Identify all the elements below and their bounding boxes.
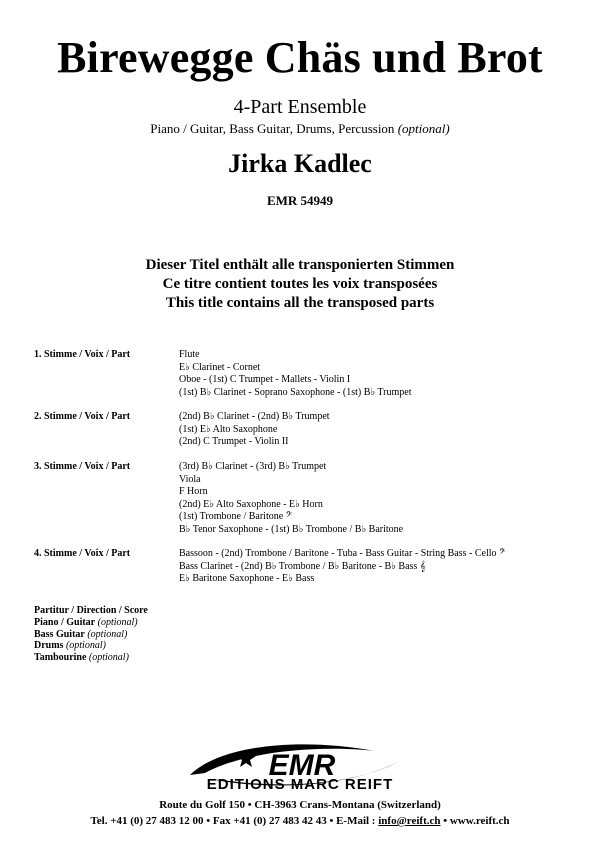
instrument-line: (3rd) B♭ Clarinet - (3rd) B♭ Trumpet (179, 461, 327, 472)
part-4-instruments (179, 548, 505, 586)
instrument-line: Bass Clarinet - (2nd) B♭ Trombone / B♭ Baritone - B♭ Bass 𝄞 (179, 560, 426, 572)
extra-part-name: Piano / Guitar (34, 616, 96, 628)
extra-part-note: (optional) (65, 640, 106, 652)
composer-name: Jirka Kadlec (228, 149, 372, 178)
instrumentation-line (0, 121, 600, 137)
extra-part-note: (optional) (97, 616, 138, 628)
catalog-number: EMR 54949 (266, 193, 334, 208)
part-3-label: 3. Stimme / Voix / Part (34, 461, 131, 472)
extra-part (34, 629, 148, 641)
extra-part-name: Partitur / Direction / Score (34, 605, 148, 616)
instrument-line: (1st) Trombone / Baritone 𝄢 (179, 511, 293, 523)
part-3-instruments (179, 461, 403, 537)
extra-part (34, 640, 148, 652)
instrument-line: Oboe - (1st) C Trumpet - Mallets - Violin I (179, 374, 351, 386)
part-4-label: 4. Stimme / Voix / Part (34, 548, 131, 559)
email-link[interactable]: info@reift.ch (378, 815, 441, 827)
notice-line-de: Dieser Titel enthält alle transponierten Stimmen (145, 257, 455, 273)
part-2-label: 2. Stimme / Voix / Part (34, 411, 131, 422)
instrument-line: B♭ Tenor Saxophone - (1st) B♭ Trombone / B♭ Baritone (179, 523, 404, 535)
instrument-line: (1st) B♭ Clarinet - Soprano Saxophone - (1st) B♭ Trumpet (179, 386, 412, 398)
notice-line-en: This title contains all the transposed parts (165, 295, 435, 311)
additional-parts-list (34, 605, 148, 664)
extra-part (34, 652, 148, 664)
instrument-line: (2nd) B♭ Clarinet - (2nd) B♭ Trumpet (179, 411, 330, 422)
instrument-line: Bassoon - (2nd) Trombone / Baritone - Tuba - Bass Guitar - String Bass - Cello 𝄢 (179, 548, 506, 559)
part-1-label: 1. Stimme / Voix / Part (34, 349, 131, 360)
extra-part-name: Drums (34, 640, 64, 652)
extra-part (34, 605, 148, 617)
transposed-parts-notice (0, 256, 600, 313)
notice-line-fr: Ce titre contient toutes les voix transposées (162, 276, 438, 292)
part-2-instruments (179, 411, 330, 449)
instrumentation-text: Piano / Guitar, Bass Guitar, Drums, Percussion (150, 121, 395, 136)
extra-part-note: (optional) (88, 652, 129, 664)
extra-part-note: (optional) (87, 628, 128, 640)
instrumentation-optional: (optional) (397, 121, 450, 136)
publisher-name: EDITIONS MARC REIFT (206, 776, 394, 793)
instrument-line: F Horn (179, 486, 208, 498)
logo-emr-text: EMR (268, 749, 336, 782)
publisher-contact (0, 814, 600, 828)
instrument-line: (2nd) C Trumpet - Violin II (179, 436, 289, 448)
extra-part (34, 617, 148, 629)
instrument-line: E♭ Baritone Saxophone - E♭ Bass (179, 573, 315, 585)
extra-part-name: Bass Guitar (34, 628, 85, 640)
ensemble-subtitle: 4-Part Ensemble (233, 96, 367, 118)
instrument-line: (1st) E♭ Alto Saxophone (179, 423, 278, 435)
contact-website: • www.reift.ch (440, 815, 510, 827)
extra-part-name: Tambourine (34, 652, 87, 664)
part-1-instruments (179, 349, 411, 399)
instrument-line: E♭ Clarinet - Cornet (179, 361, 261, 373)
instrument-line: (2nd) E♭ Alto Saxophone - E♭ Horn (179, 498, 323, 510)
publisher-address: Route du Golf 150 • CH-3963 Crans-Montana (Switzerland) (159, 799, 441, 811)
instrument-line: Flute (179, 349, 200, 360)
piece-title: Birewegge Chäs und Brot (57, 33, 543, 82)
contact-phone-fax: Tel. +41 (0) 27 483 12 00 • Fax +41 (0) 27 483 42 43 • E-Mail : (90, 815, 379, 827)
instrument-line: Viola (179, 473, 201, 485)
